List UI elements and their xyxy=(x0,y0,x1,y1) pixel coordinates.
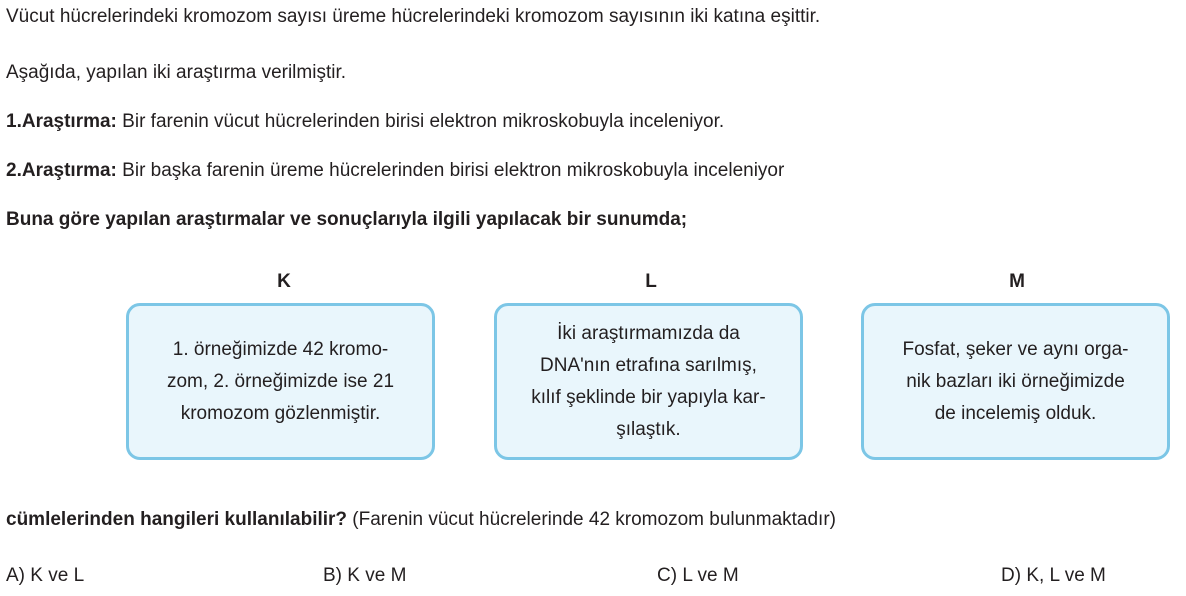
option-c[interactable]: C) L ve M xyxy=(657,565,739,586)
question-end-bold: cümlelerinden hangileri kullanılabilir? xyxy=(6,509,348,530)
option-a[interactable]: A) K ve L xyxy=(6,565,85,586)
research-1-text: Bir farenin vücut hücrelerinden birisi elektron mikroskobuyla inceleniyor. xyxy=(116,111,725,132)
research-2-label: 2.Araştırma: xyxy=(6,160,117,181)
option-d[interactable]: D) K, L ve M xyxy=(1001,565,1106,586)
statement-text-k: 1. örneğimizde 42 kromo- zom, 2. örneğimizde ise 21 kromozom gözlenmiştir. xyxy=(166,338,395,424)
question-end-note: (Farenin vücut hücrelerinde 42 kromozom bulunmaktadır) xyxy=(347,509,836,530)
statement-box-k xyxy=(126,303,435,460)
question-stem: Buna göre yapılan araştırmalar ve sonuçlarıyla ilgili yapılacak bir sunumda; xyxy=(6,209,688,230)
lead-text: Aşağıda, yapılan iki araştırma verilmiştir. xyxy=(6,62,347,83)
question-end xyxy=(6,508,836,532)
statement-box-m xyxy=(861,303,1170,460)
statement-label-k: K xyxy=(277,271,291,292)
statement-label-m: M xyxy=(1009,271,1025,292)
research-2 xyxy=(6,159,784,183)
research-1-label: 1.Araştırma: xyxy=(6,111,117,132)
statement-box-l xyxy=(494,303,803,460)
research-1 xyxy=(6,110,724,134)
statement-label-l: L xyxy=(645,271,657,292)
statement-text-l: İki araştırmamızda da DNA'nın etrafına sarılmış, kılıf şeklinde bir yapıyla kar- şılaştık. xyxy=(531,322,766,440)
research-2-text: Bir başka farenin üreme hücrelerinden birisi elektron mikroskobuyla inceleniyor xyxy=(116,160,785,181)
statement-text-m: Fosfat, şeker ve aynı orga- nik bazları iki örneğimizde de incelemiş olduk. xyxy=(902,338,1129,424)
option-b[interactable]: B) K ve M xyxy=(323,565,407,586)
intro-text: Vücut hücrelerindeki kromozom sayısı üreme hücrelerindeki kromozom sayısının iki katına eşittir. xyxy=(6,6,821,27)
